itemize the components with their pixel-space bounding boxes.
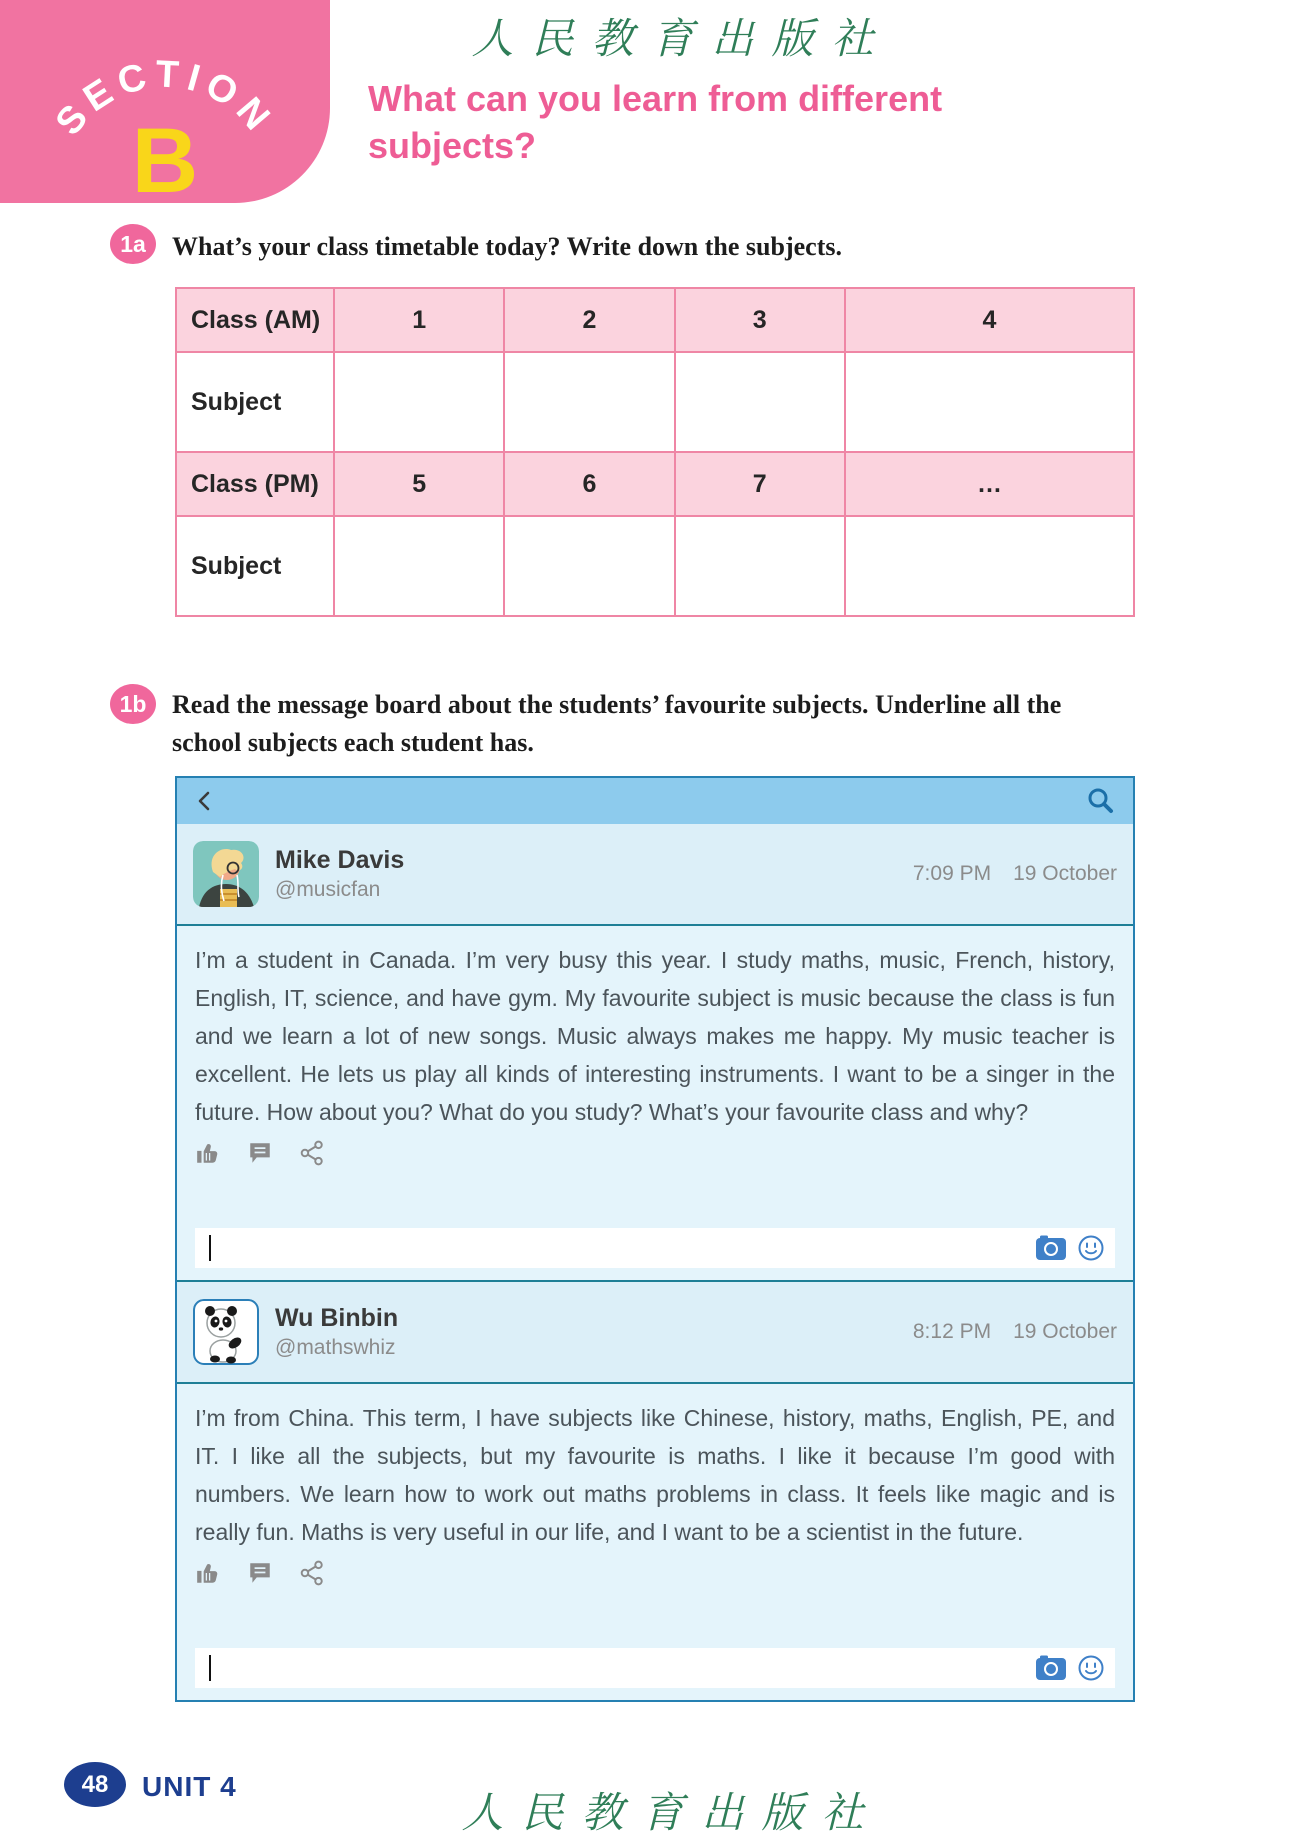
publisher-logo-bottom: 人民教育出版社 bbox=[461, 1788, 882, 1837]
message-board bbox=[175, 776, 1135, 1702]
table-row-class-pm bbox=[176, 452, 1134, 516]
row-label: Subject bbox=[176, 516, 334, 616]
period-cell: 7 bbox=[675, 452, 845, 516]
subject-answer-cell[interactable] bbox=[845, 516, 1134, 616]
share-icon[interactable] bbox=[299, 1560, 325, 1586]
post-header bbox=[177, 824, 1133, 924]
camera-icon[interactable] bbox=[1035, 1235, 1067, 1261]
subject-answer-cell[interactable] bbox=[675, 352, 845, 452]
exercise-1b-badge: 1b bbox=[110, 684, 156, 724]
period-cell: 6 bbox=[504, 452, 674, 516]
comment-icon[interactable] bbox=[247, 1560, 273, 1586]
subject-answer-cell[interactable] bbox=[504, 352, 674, 452]
table-row-subject-am bbox=[176, 352, 1134, 452]
exercise-1a-instruction: What’s your class timetable today? Write down the subjects. bbox=[172, 232, 842, 261]
search-icon[interactable] bbox=[1085, 786, 1115, 816]
row-label: Subject bbox=[176, 352, 334, 452]
back-icon[interactable] bbox=[195, 789, 217, 813]
post-actions bbox=[195, 1560, 1115, 1586]
smiley-icon[interactable] bbox=[1077, 1654, 1105, 1682]
camera-icon[interactable] bbox=[1035, 1655, 1067, 1681]
text-cursor bbox=[209, 1655, 211, 1681]
post-date: 19 October bbox=[1013, 862, 1117, 885]
class-timetable bbox=[175, 287, 1135, 617]
subject-answer-cell[interactable] bbox=[675, 516, 845, 616]
unit-label: UNIT 4 bbox=[142, 1771, 237, 1802]
period-cell: 2 bbox=[504, 288, 674, 352]
period-cell: 3 bbox=[675, 288, 845, 352]
section-letter: B bbox=[131, 110, 199, 203]
like-icon[interactable] bbox=[195, 1140, 221, 1166]
post-date: 19 October bbox=[1013, 1320, 1117, 1343]
reply-input[interactable] bbox=[195, 1648, 1115, 1688]
row-label: Class (AM) bbox=[176, 288, 334, 352]
exercise-1a-badge: 1a bbox=[110, 224, 156, 264]
post-timestamp bbox=[913, 862, 1117, 886]
period-cell: 1 bbox=[334, 288, 504, 352]
page-number-badge: 48 bbox=[64, 1762, 126, 1807]
post-time: 8:12 PM bbox=[912, 1320, 992, 1343]
post-message: I’m from China. This term, I have subjects like Chinese, history, maths, English, PE, and IT. I like all the subjects, but my favourite is maths. I like it because I’m good with numbers. We learn how to work out maths problems in class. It feels like magic and is really fun. Maths is very useful in our life, and I want to be a scientist in the future. bbox=[195, 1405, 1115, 1545]
subject-answer-cell[interactable] bbox=[334, 516, 504, 616]
avatar bbox=[193, 1299, 259, 1365]
boy-with-headphones-avatar bbox=[193, 841, 259, 907]
post-header bbox=[177, 1282, 1133, 1382]
period-cell: 4 bbox=[845, 288, 1134, 352]
author-name: Wu Binbin bbox=[275, 1304, 399, 1332]
avatar bbox=[193, 841, 259, 907]
table-row-class-am bbox=[176, 288, 1134, 352]
text-cursor bbox=[209, 1235, 211, 1261]
like-icon[interactable] bbox=[195, 1560, 221, 1586]
post-actions bbox=[195, 1140, 1115, 1166]
page-title: What can you learn from different subjects? bbox=[368, 78, 943, 166]
row-label: Class (PM) bbox=[176, 452, 334, 516]
author-handle: @musicfan bbox=[275, 878, 381, 901]
svg-text:SECTION: SECTION bbox=[47, 53, 283, 144]
reply-input[interactable] bbox=[195, 1228, 1115, 1268]
period-cell: … bbox=[845, 452, 1134, 516]
post-time: 7:09 PM bbox=[912, 862, 992, 885]
post-message: I’m a student in Canada. I’m very busy this year. I study maths, music, French, history, English, IT, science, and have gym. My favourite subject is music because the class is fun and we learn a lot of new songs. Music always makes me happy. My music teacher is excellent. He lets us play all kinds of interesting instruments. I want to be a singer in the future. How about you? What do you study? What’s your favourite class and why? bbox=[195, 947, 1115, 1125]
subject-answer-cell[interactable] bbox=[504, 516, 674, 616]
board-topbar bbox=[177, 778, 1133, 824]
subject-answer-cell[interactable] bbox=[845, 352, 1134, 452]
panda-avatar bbox=[193, 1299, 259, 1365]
smiley-icon[interactable] bbox=[1077, 1234, 1105, 1262]
post-timestamp bbox=[913, 1320, 1117, 1344]
period-cell: 5 bbox=[334, 452, 504, 516]
exercise-1b-instruction: Read the message board about the students’ favourite subjects. Underline all the school subjects each student has. bbox=[172, 690, 1062, 757]
author-name: Mike Davis bbox=[275, 846, 405, 874]
author-handle: @mathswhiz bbox=[275, 1336, 396, 1359]
post-body bbox=[177, 926, 1133, 1280]
share-icon[interactable] bbox=[299, 1140, 325, 1166]
comment-icon[interactable] bbox=[247, 1140, 273, 1166]
post-body bbox=[177, 1384, 1133, 1700]
subject-answer-cell[interactable] bbox=[334, 352, 504, 452]
table-row-subject-pm bbox=[176, 516, 1134, 616]
publisher-logo-top: 人民教育出版社 bbox=[471, 14, 892, 63]
